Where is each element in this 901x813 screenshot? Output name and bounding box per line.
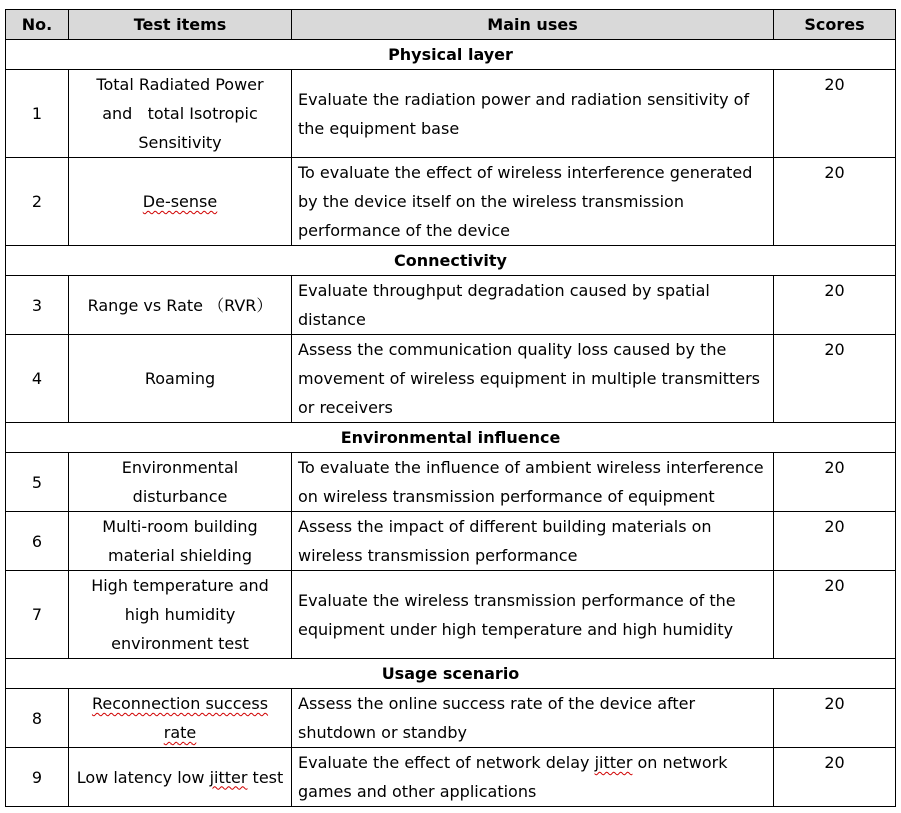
section-row: [6, 40, 896, 70]
header-no: No.: [6, 10, 69, 40]
row-main-use: [292, 748, 774, 807]
table-row: [6, 335, 896, 423]
section-title-connectivity: Connectivity: [6, 246, 896, 276]
table-row: [6, 70, 896, 158]
row-test-item: [69, 158, 292, 246]
row-score: 20: [774, 512, 896, 571]
row-main-use: Evaluate the wireless transmission performance of the equipment under high temperature and high humidity: [292, 571, 774, 659]
row-no: 9: [6, 748, 69, 807]
table-row: [6, 748, 896, 807]
section-row: [6, 246, 896, 276]
section-title-usage-scenario: Usage scenario: [6, 659, 896, 689]
use-text-prefix: Evaluate the effect of network delay: [298, 753, 595, 772]
header-row: [6, 10, 896, 40]
row-main-use: Assess the communication quality loss caused by the movement of wireless equipment in multiple transmitters or receivers: [292, 335, 774, 423]
header-main-uses: Main uses: [292, 10, 774, 40]
table-row: [6, 276, 896, 335]
row-no: 4: [6, 335, 69, 423]
row-main-use: Evaluate throughput degradation caused by spatial distance: [292, 276, 774, 335]
table-row: [6, 453, 896, 512]
section-title-environmental-influence: Environmental influence: [6, 423, 896, 453]
row-test-item: High temperature and high humidity environment test: [69, 571, 292, 659]
row-score: 20: [774, 276, 896, 335]
row-no: 8: [6, 689, 69, 748]
row-main-use: To evaluate the influence of ambient wireless interference on wireless transmission performance of equipment: [292, 453, 774, 512]
row-test-item: Multi-room building material shielding: [69, 512, 292, 571]
table-row: [6, 571, 896, 659]
row-test-item: [69, 689, 292, 748]
table-row: [6, 689, 896, 748]
row-no: 6: [6, 512, 69, 571]
test-items-table: [5, 9, 896, 807]
row-test-item: Total Radiated Power and total Isotropic Sensitivity: [69, 70, 292, 158]
table-row: [6, 512, 896, 571]
row-test-item: Roaming: [69, 335, 292, 423]
spellcheck-marked-text: De-sense: [142, 192, 218, 211]
item-text-suffix: test: [247, 767, 284, 787]
spellcheck-marked-text: jitter: [594, 753, 633, 772]
row-test-item: Range vs Rate （RVR）: [69, 276, 292, 335]
row-no: 1: [6, 70, 69, 158]
spellcheck-marked-text: jitter: [209, 767, 248, 787]
section-title-physical-layer: Physical layer: [6, 40, 896, 70]
use-text-suffix: on network games and other applications: [298, 753, 728, 801]
item-text-prefix: Low latency low: [76, 767, 210, 787]
row-score: 20: [774, 453, 896, 512]
row-score: 20: [774, 335, 896, 423]
row-main-use: Evaluate the radiation power and radiation sensitivity of the equipment base: [292, 70, 774, 158]
row-test-item: Environmental disturbance: [69, 453, 292, 512]
row-main-use: To evaluate the effect of wireless interference generated by the device itself on the wireless transmission performance of the device: [292, 158, 774, 246]
row-score: 20: [774, 70, 896, 158]
row-main-use: Assess the online success rate of the device after shutdown or standby: [292, 689, 774, 748]
row-main-use: Assess the impact of different building materials on wireless transmission performance: [292, 512, 774, 571]
row-test-item: [69, 748, 292, 807]
row-no: 2: [6, 158, 69, 246]
row-score: 20: [774, 748, 896, 807]
section-row: [6, 659, 896, 689]
header-test-items: Test items: [69, 10, 292, 40]
row-score: 20: [774, 571, 896, 659]
row-no: 3: [6, 276, 69, 335]
table-row: [6, 158, 896, 246]
header-scores: Scores: [774, 10, 896, 40]
row-score: 20: [774, 158, 896, 246]
spellcheck-marked-text: Reconnection success rate: [91, 694, 269, 742]
row-no: 7: [6, 571, 69, 659]
row-score: 20: [774, 689, 896, 748]
section-row: [6, 423, 896, 453]
row-no: 5: [6, 453, 69, 512]
